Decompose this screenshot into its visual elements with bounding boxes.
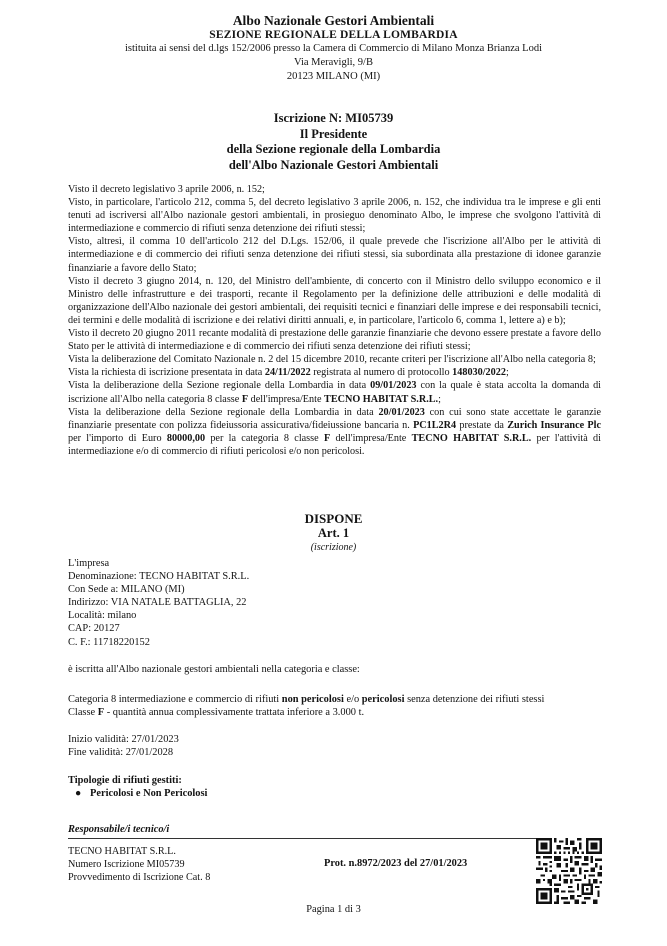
protocol-number: 148030/2022 xyxy=(452,367,506,379)
company-cap: CAP: 20127 xyxy=(68,623,120,635)
waste-types-list xyxy=(68,787,601,800)
president-heading: Il Presidente xyxy=(299,126,368,141)
protocol-reference: Prot. n.8972/2023 del 27/01/2023 xyxy=(324,858,468,869)
company-name: TECNO HABITAT S.R.L. xyxy=(324,393,439,405)
text: Vista la richiesta di iscrizione presentata in data xyxy=(68,367,265,379)
address-street: Via Meravigli, 9/B xyxy=(294,57,373,68)
text: Categoria 8 intermediazione e commercio di rifiuti xyxy=(68,694,282,705)
footer-info xyxy=(68,845,210,884)
validity-end: Fine validità: 27/01/2028 xyxy=(68,747,174,759)
preamble-paragraph: Visto il decreto 3 giugno 2014, n. 120, del Ministro dell'ambiente, di concerto con il Ministro dello sviluppo economico e il Ministro delle infrastrutture e dei trasporti, recante il Regolamento per la definizione delle attribuzioni e delle modalità di organizzazione dell'Albo nazionale dei gestori ambientali, dei requisiti tecnici e finanziari delle imprese e dei responsabili tecnici, dei termini e delle modalità di iscrizione e dei relativi diritti annuali, e, in particolare, l'articolo 6, comma 1, lettere a) e b); xyxy=(68,275,601,326)
amount: 80000,00 xyxy=(166,432,206,444)
preamble-paragraph: Visto il decreto legislativo 3 aprile 2006, n. 152; xyxy=(68,184,265,195)
deliberation-1-date: 09/01/2023 xyxy=(370,380,417,392)
waste-types xyxy=(68,774,601,800)
company-intro: L'impresa xyxy=(68,558,110,569)
deliberation-2 xyxy=(68,406,601,458)
text: senza detenzione dei rifiuti stessi xyxy=(404,694,545,705)
text: per l'attività di intermediazione e/o di commercio di rifiuti pericolosi e/o non pericolosi. xyxy=(68,432,601,457)
section-heading: della Sezione regionale della Lombardia xyxy=(226,142,441,156)
qr-code-icon xyxy=(536,838,602,904)
text-bold: pericolosi xyxy=(361,694,405,705)
article-subtitle: (iscrizione) xyxy=(310,542,357,553)
waste-type-label: Pericolosi e Non Pericolosi xyxy=(90,788,208,800)
text: con la quale è stata accolta la domanda di iscrizione all'Albo nella categoria 8 classe xyxy=(68,380,601,405)
text: e/o xyxy=(343,694,362,705)
text: ; xyxy=(505,367,509,379)
company-denomination: Denominazione: TECNO HABITAT S.R.L. xyxy=(68,571,250,583)
text: Classe xyxy=(68,707,98,719)
validity-block xyxy=(68,733,601,759)
bullet-icon: ● xyxy=(75,788,82,800)
preamble-paragraph: Vista la deliberazione del Comitato Nazionale n. 2 del 15 dicembre 2010, recante criteri per l'iscrizione all'Albo nella categoria 8; xyxy=(68,354,596,366)
istituita-line: istituita ai sensi del d.lgs 152/2006 presso la Camera di Commercio di Milano Monza Brianza Lodi xyxy=(124,43,542,54)
guarantor: Zurich Insurance Plc xyxy=(507,419,601,431)
footer-company: TECNO HABITAT S.R.L. xyxy=(68,846,176,857)
registration-number: Iscrizione N: MI05739 xyxy=(273,111,394,125)
validity-start: Inizio validità: 27/01/2023 xyxy=(68,734,179,745)
preamble-paragraph: Visto il decreto 20 giugno 2011 recante modalità di prestazione delle garanzie finanziarie che devono essere prestate a favore dello Stato per le attività di intermediazione e di commercio dei rifiuti senza detenzione dei rifiuti stessi; xyxy=(68,328,601,353)
dispone-heading xyxy=(0,511,667,554)
preamble xyxy=(68,183,601,458)
dispone-title: DISPONE xyxy=(304,511,363,526)
preamble-paragraph: Visto, in particolare, l'articolo 212, comma 5, del decreto legislativo 3 aprile 2006, n. 152, che individua tra le imprese e gli enti tenuti ad iscriversi all'Albo nazionale gestori ambientali, in prosieguo denominato Albo, le imprese che svolgono l'attività di intermediazione e commercio di rifiuti senza detenzione dei rifiuti stessi; xyxy=(68,197,601,235)
class-line xyxy=(68,706,601,719)
section-name: SEZIONE REGIONALE DELLA LOMBARDIA xyxy=(209,29,458,41)
richiesta-paragraph xyxy=(68,366,601,379)
article-title: Art. 1 xyxy=(317,526,350,540)
text: per l'importo di Euro xyxy=(68,432,167,444)
text: Vista la deliberazione della Sezione regionale della Lombardia in data xyxy=(68,406,379,418)
text: dell'impresa/Ente xyxy=(330,432,412,444)
text: prestate da xyxy=(456,419,508,431)
preamble-paragraph: Visto, altresì, il comma 10 dell'articolo 212 del D.Lgs. 152/06, il quale prevede che l'iscrizione all'Albo per le attività di intermediazione e di commercio dei rifiuti senza detenzione dei rifiuti stessi, sia subordinata alla prestazione di idonee garanzie finanziarie a favore dello Stato; xyxy=(68,236,601,274)
richiesta-date: 24/11/2022 xyxy=(264,367,311,379)
text: per la categoria 8 classe xyxy=(205,432,324,444)
company-details xyxy=(68,557,601,649)
address-city: 20123 MILANO (MI) xyxy=(286,71,381,82)
category-line xyxy=(68,693,601,706)
registration-statement: è iscritta all'Albo nazionale gestori ambientali nella categoria e classe: xyxy=(68,664,360,675)
list-item xyxy=(75,787,601,800)
text: ; xyxy=(438,393,441,405)
text: con cui sono state accettate le garanzie finanziarie presentate con polizza fideiussoria assicurativa/fideiussione bancaria n. xyxy=(68,406,601,431)
technical-managers-heading: Responsabile/i tecnico/i xyxy=(68,824,170,835)
text: dell'impresa/Ente xyxy=(248,393,325,405)
albo-heading: dell'Albo Nazionale Gestori Ambientali xyxy=(228,157,439,172)
deliberation-1 xyxy=(68,379,601,405)
text: registrata al numero di protocollo xyxy=(310,367,453,379)
page-number: Pagina 1 di 3 xyxy=(306,904,361,915)
policy-number: PC1L2R4 xyxy=(413,419,457,431)
footer-registration: Numero Iscrizione MI05739 xyxy=(68,859,185,871)
company-locality: Località: milano xyxy=(68,610,137,622)
text: - quantità annua complessivamente trattata inferiore a 3.000 t. xyxy=(104,707,365,719)
company-address: Indirizzo: VIA NATALE BATTAGLIA, 22 xyxy=(68,597,247,609)
company-tax-code: C. F.: 11718220152 xyxy=(68,636,150,648)
text-bold: non pericolosi xyxy=(281,694,344,705)
letterhead xyxy=(0,14,667,84)
company-name: TECNO HABITAT S.R.L. xyxy=(411,432,532,444)
class-label: F xyxy=(323,432,331,444)
class-label: F xyxy=(97,707,105,719)
category-block xyxy=(68,693,601,719)
company-seat: Con Sede a: MILANO (MI) xyxy=(68,584,185,596)
deliberation-2-date: 20/01/2023 xyxy=(378,406,425,418)
footer-provision: Provvedimento di Iscrizione Cat. 8 xyxy=(68,872,211,884)
document-title xyxy=(0,111,667,173)
footer-divider xyxy=(68,838,601,839)
class-label: F xyxy=(241,393,249,405)
text: Vista la deliberazione della Sezione regionale della Lombardia in data xyxy=(68,380,371,392)
org-name: Albo Nazionale Gestori Ambientali xyxy=(232,13,435,28)
waste-types-title: Tipologie di rifiuti gestiti: xyxy=(68,775,182,786)
